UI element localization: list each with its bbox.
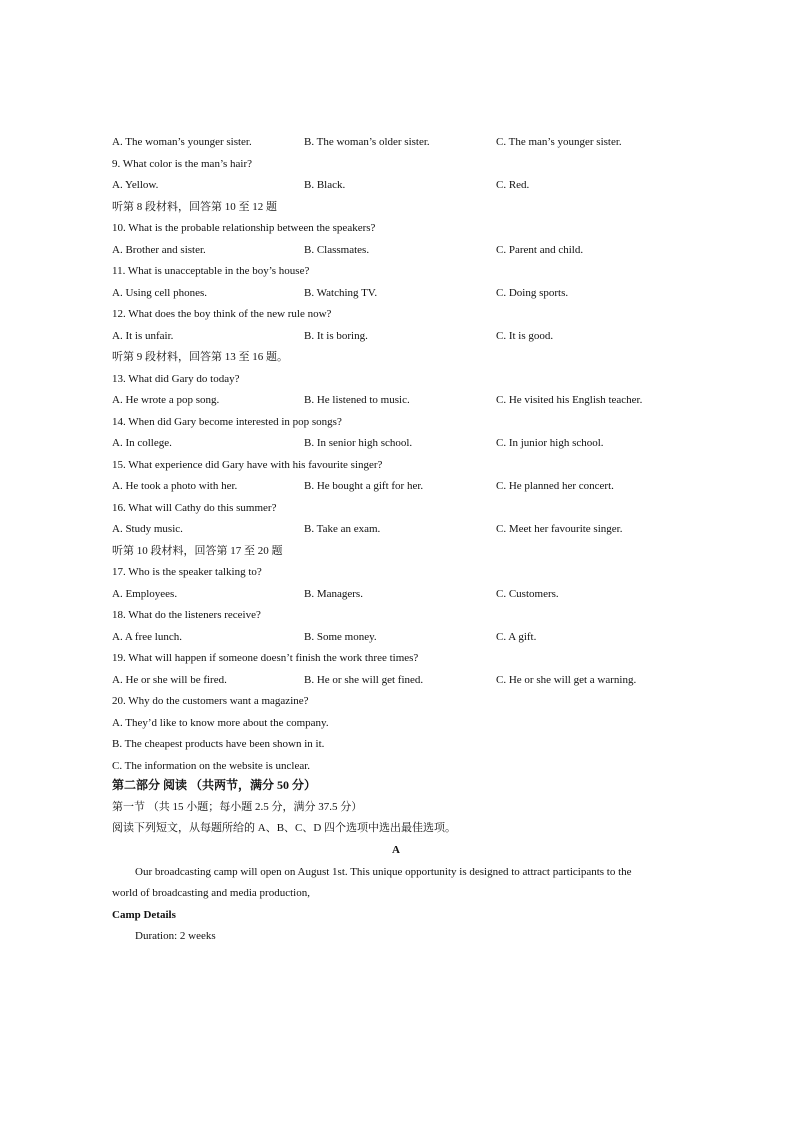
option-a: A. Study music. xyxy=(112,523,183,535)
option-a: A. A free lunch. xyxy=(112,631,182,643)
passage-letter: A xyxy=(392,844,400,856)
question-line: 20. Why do the customers want a magazine? xyxy=(112,695,309,707)
option-c: C. Meet her favourite singer. xyxy=(496,523,623,535)
duration-line: Duration: 2 weeks xyxy=(135,930,216,942)
question-line: 14. When did Gary become interested in pop songs? xyxy=(112,416,342,428)
option-a: A. It is unfair. xyxy=(112,330,174,342)
option-b: B. Some money. xyxy=(304,631,377,643)
question-line: 听第 10 段材料，回答第 17 至 20 题 xyxy=(112,545,283,557)
question-line: 11. What is unacceptable in the boy’s house? xyxy=(112,265,310,277)
option-c: C. He visited his English teacher. xyxy=(496,394,643,406)
option-a: A. He wrote a pop song. xyxy=(112,394,220,406)
option-b: B. The woman’s older sister. xyxy=(304,136,430,148)
question-line: C. The information on the website is unclear. xyxy=(112,760,311,772)
question-line: A. They’d like to know more about the company. xyxy=(112,717,329,729)
part2-heading: 第二部分 阅读 （共两节，满分 50 分） xyxy=(112,778,317,792)
option-a: A. He took a photo with her. xyxy=(112,480,238,492)
option-b: B. He or she will get fined. xyxy=(304,674,424,686)
option-b: B. In senior high school. xyxy=(304,437,413,449)
question-line: 15. What experience did Gary have with his favourite singer? xyxy=(112,459,383,471)
option-c: C. A gift. xyxy=(496,631,537,643)
question-line: B. The cheapest products have been shown in it. xyxy=(112,738,325,750)
question-line: 12. What does the boy think of the new rule now? xyxy=(112,308,332,320)
option-c: C. In junior high school. xyxy=(496,437,604,449)
option-a: A. Yellow. xyxy=(112,179,159,191)
option-a: A. He or she will be fired. xyxy=(112,674,227,686)
option-b: B. Watching TV. xyxy=(304,287,378,299)
option-c: C. He or she will get a warning. xyxy=(496,674,637,686)
option-c: C. The man’s younger sister. xyxy=(496,136,622,148)
option-a: A. Using cell phones. xyxy=(112,287,208,299)
option-c: C. He planned her concert. xyxy=(496,480,614,492)
reading-instruction: 阅读下列短文，从每题所给的 A、B、C、D 四个选项中选出最佳选项。 xyxy=(112,822,457,834)
option-c: C. Doing sports. xyxy=(496,287,569,299)
option-b: B. Take an exam. xyxy=(304,523,381,535)
option-a: A. In college. xyxy=(112,437,172,449)
section1-title: 第一节 （共 15 小题；每小题 2.5 分，满分 37.5 分） xyxy=(112,801,363,813)
option-c: C. Parent and child. xyxy=(496,244,584,256)
option-b: B. He bought a gift for her. xyxy=(304,480,424,492)
question-line: 18. What do the listeners receive? xyxy=(112,609,261,621)
option-c: C. Customers. xyxy=(496,588,559,600)
passage-paragraph-line: world of broadcasting and media production, xyxy=(112,887,310,899)
option-b: B. Managers. xyxy=(304,588,363,600)
question-line: 10. What is the probable relationship between the speakers? xyxy=(112,222,376,234)
question-line: 19. What will happen if someone doesn’t finish the work three times? xyxy=(112,652,419,664)
option-a: A. The woman’s younger sister. xyxy=(112,136,252,148)
question-line: 17. Who is the speaker talking to? xyxy=(112,566,262,578)
option-c: C. It is good. xyxy=(496,330,554,342)
question-line: 听第 8 段材料，回答第 10 至 12 题 xyxy=(112,201,277,213)
option-c: C. Red. xyxy=(496,179,530,191)
option-b: B. It is boring. xyxy=(304,330,368,342)
question-line: 16. What will Cathy do this summer? xyxy=(112,502,277,514)
option-b: B. Black. xyxy=(304,179,346,191)
question-line: 听第 9 段材料，回答第 13 至 16 题。 xyxy=(112,351,288,363)
question-line: 13. What did Gary do today? xyxy=(112,373,240,385)
option-a: A. Employees. xyxy=(112,588,178,600)
camp-details-label: Camp Details xyxy=(112,909,176,921)
passage-paragraph-line: Our broadcasting camp will open on August 1st. This unique opportunity is designed to attract participants to the xyxy=(135,866,632,878)
option-b: B. He listened to music. xyxy=(304,394,410,406)
option-a: A. Brother and sister. xyxy=(112,244,206,256)
question-line: 9. What color is the man’s hair? xyxy=(112,158,253,170)
option-b: B. Classmates. xyxy=(304,244,370,256)
